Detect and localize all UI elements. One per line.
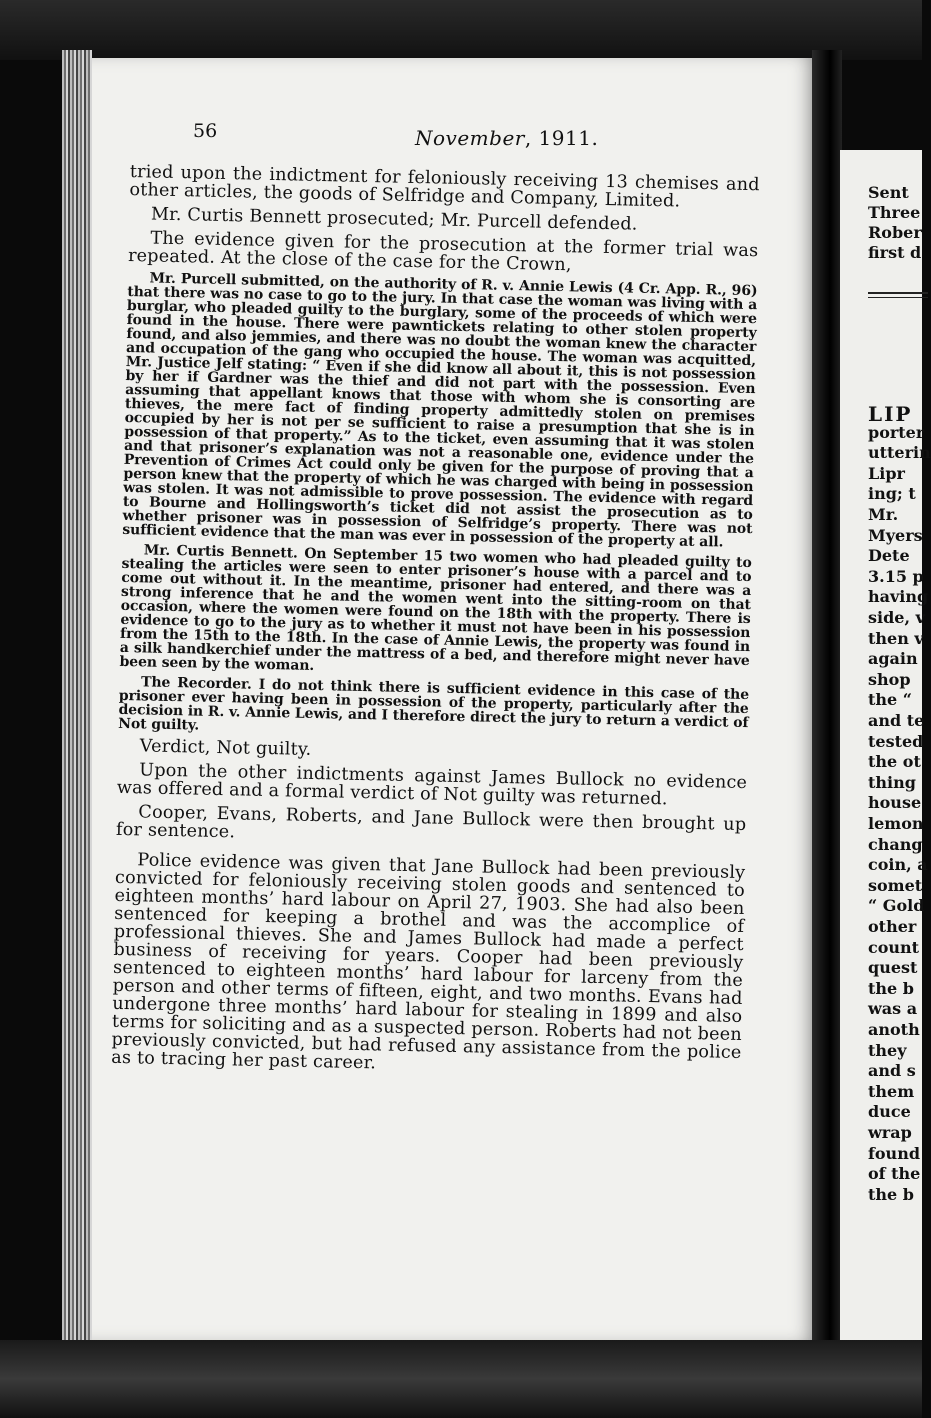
body-text — [111, 163, 760, 1080]
right-page-line: thing — [868, 772, 916, 792]
right-page-line: coin, a — [868, 855, 928, 875]
right-page-line: tested — [868, 731, 924, 751]
running-head-year: , 1911. — [524, 126, 599, 150]
page-number: 56 — [193, 120, 218, 142]
paragraph-verdict: Verdict, Not guilty. — [139, 736, 312, 760]
paragraph-recorder: The Recorder. I do not think there is sufficient evidence in this case of the prisoner ever having been in possession of the property, particularly after the decision in R. v. Annie Lewis, and I therefore direct the jury to return a verdict of Not guilty. — [118, 674, 750, 734]
right-page-line: ing; t — [868, 484, 916, 504]
running-head — [415, 126, 598, 150]
right-page-line: anoth — [868, 1020, 920, 1039]
right-page-line: chang — [868, 834, 923, 854]
right-page-line: Rober — [868, 223, 922, 242]
right-page-line: Dete — [868, 546, 910, 566]
paragraph-indictment: tried upon the indictment for feloniously receiving 13 chemises and other articles, the goods of Selfridge and Company, Limited. — [129, 162, 760, 212]
right-page-line: Myers — [868, 525, 923, 545]
right-page-rule — [868, 292, 928, 298]
page-edges — [62, 50, 92, 1350]
right-page-line: the ot — [868, 752, 921, 772]
right-page-line: house — [868, 793, 922, 813]
right-page-line: 3.15 p — [868, 566, 924, 586]
right-page-line: porter — [868, 422, 925, 442]
right-page-line: was a — [868, 999, 918, 1019]
right-page-line: they — [868, 1040, 907, 1060]
right-page-line: Lipr — [868, 463, 905, 483]
scan-bottom-margin — [0, 1340, 922, 1418]
paragraph-evidence: The evidence given for the prosecution at the former trial was repeated. At the close of the case for the Crown, — [127, 228, 759, 276]
right-page-line: again — [868, 649, 918, 669]
right-page-line: first d — [868, 243, 922, 262]
right-page-line: found — [868, 1143, 921, 1163]
right-page-line: side, v — [868, 608, 925, 627]
scan-top-margin — [0, 0, 922, 60]
right-page-line: and te — [868, 711, 925, 730]
right-page-line: Mr. — [868, 505, 899, 524]
paragraph-police-evidence: Police evidence was given that Jane Bullock had been previously convicted for feloniously receiving stolen goods and sentenced to eighteen months’ hard labour on April 27, 1903. She had also been sentenced for keeping a brothel and was the accomplice of professional thieves. She and James Bullock had made a perfect business of receiving for years. Cooper had been previously sentenced to eighteen months’ hard labour for larceny from the person and other terms of fifteen, eight, and two months. Evans had undergone three months’ hard labour for stealing in 1899 and also terms for soliciting and as a suspected person. Roberts had not been previously convicted, but had refused any assistance from the police as to tracing her past career. — [111, 850, 746, 1074]
running-head-month: November — [415, 126, 525, 150]
right-page-line: somet — [868, 875, 923, 895]
right-page-line: the b — [868, 978, 914, 998]
right-page-line: utterin — [868, 443, 931, 463]
paragraph-purcell-submission: Mr. Purcell submitted, on the authority of R. v. Annie Lewis (4 Cr. App. R., 96) that there was no case to go to the jury. In that case the woman was living with a burglar, who pleaded guilty to the burglary, some of the proceeds of which were found in the house. There were pawntickets relating to other stolen property found, and also jemmies, and there was no doubt the woman knew the character and occupation of the gang who occupied the house. The woman was acquitted, Mr. Justice Jelf stating: “ Even if she did know all about it, this is not possession by her if Gardner was the thief and did not part with the possession. Even assuming that appellant knows that those with whom she is consorting are thieves, the mere fact of finding property admittedly stolen on premises occupied by her is not per se sufficient to raise a presumption that she is in possession of that property.” As to the ticket, even assuming that it was stolen and that prisoner’s explanation was not a reasonable one, evidence under the Prevention of Crimes Act could only be given for the purpose of proving that a person knew that the property of which he was charged with being in possession was stolen. It was not admissible to prove possession. The evidence with regard to Bourne and Hollingsworth’s ticket did not assist the prosecution as to whether prisoner was in possession of Selfridge’s property. There was not sufficient evidence that the man was ever in possession of the property at all. — [122, 270, 758, 551]
right-page-line: quest — [868, 958, 918, 978]
right-page-line: LIP — [868, 402, 913, 426]
right-page-line: wrap — [868, 1123, 912, 1142]
right-page-line: the b — [868, 1184, 914, 1204]
book-gutter — [812, 50, 842, 1350]
right-page-line: having — [868, 587, 929, 607]
paragraph-bennett-reply: Mr. Curtis Bennett. On September 15 two women who had pleaded guilty to stealing the articles were seen to enter prisoner’s house with a parcel and to come out without it. In the meantime, prisoner had entered, and there was a strong inference that he and the women went into the sitting-room on that occasion, where the women were found on the 18th with the property. There is evidence to go to the jury as to whether it must not have been in his possession from the 15th to the 18th. In the case of Annie Lewis, the property was found in a silk handkerchief under the mattress of a bed, and therefore might never have been seen by the woman. — [119, 542, 752, 674]
paragraph-sentence: Cooper, Evans, Roberts, and Jane Bullock were then brought up for sentence. — [115, 802, 747, 843]
paragraph-other-indictments: Upon the other indictments against James Bullock no evidence was offered and a formal verdict of Not guilty was returned. — [116, 760, 748, 810]
paragraph-counsel: Mr. Curtis Bennett prosecuted; Mr. Purcell defended. — [150, 204, 638, 235]
right-page-line: “ Gold — [868, 896, 925, 916]
right-page-line: them — [868, 1081, 915, 1101]
right-page-line: duce — [868, 1102, 911, 1122]
right-page-line: Three — [868, 203, 921, 222]
right-page-line: count — [868, 937, 920, 957]
right-page-line: then v — [868, 628, 924, 648]
right-page-line: Sent — [868, 183, 909, 202]
right-page-line: lemon — [868, 814, 924, 833]
right-page-line: the “ — [868, 690, 912, 710]
right-page-line: shop — [868, 669, 911, 689]
right-page-line: and s — [868, 1061, 916, 1081]
right-page-line: other — [868, 917, 917, 936]
right-page-line: of the — [868, 1164, 921, 1184]
